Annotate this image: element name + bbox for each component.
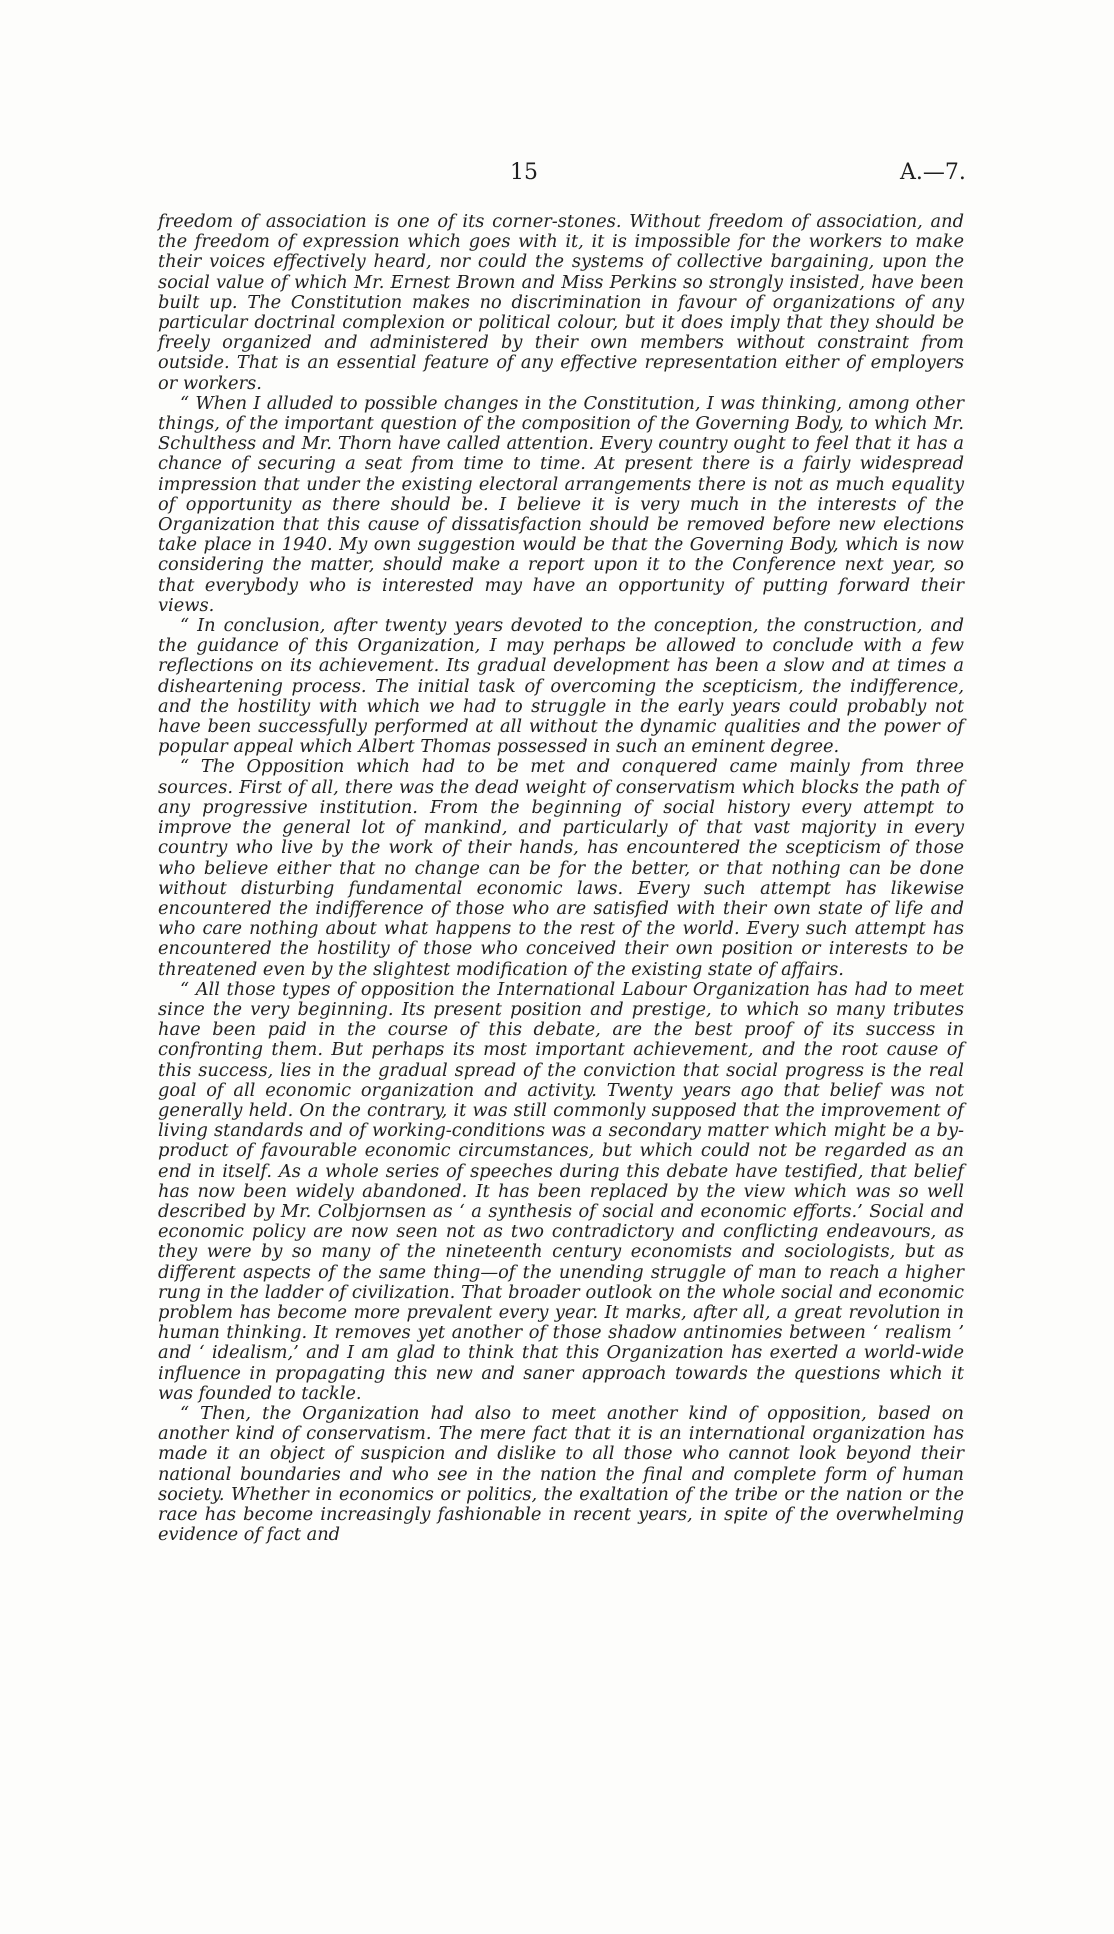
body-text (158, 212, 964, 1545)
paragraph-1: freedom of association is one of its corner-stones. Without freedom of association, and the freedom of expression which goes with it, it is impossible for the workers to make their voices effectively heard, nor could the systems of collective bargaining, upon the social value of which Mr. Ernest Brown and Miss Perkins so strongly insisted, have been built up. The Constitution makes no discrimination in favour of organizations of any particular doctrinal complexion or political colour, but it does imply that they should be freely organized and administered by their own members without constraint from outside. That is an essential feature of any effective representation either of employers or workers. (158, 211, 964, 394)
paragraph-6: “ Then, the Organization had also to meet another kind of opposition, based on another kind of conservatism. The mere fact that it is an international organization has made it an object of suspicion and dislike to all those who cannot look beyond their national boundaries and who see in the nation the final and complete form of human society. Whether in economics or politics, the exaltation of the tribe or the nation or the race has become increasingly fashionable in recent years, in spite of the overwhelming evidence of fact and (158, 1402, 964, 1546)
page-number: 15 (510, 160, 538, 185)
paragraph-3: “ In conclusion, after twenty years devoted to the conception, the construction, and the guidance of this Organization, I may perhaps be allowed to conclude with a few reflections on its achievement. Its gradual development has been a slow and at times a disheartening process. The initial task of overcoming the scepticism, the indifference, and the hostility with which we had to struggle in the early years could probably not have been successfully performed at all without the dynamic qualities and the power of popular appeal which Albert Thomas possessed in such an eminent degree. (158, 615, 964, 758)
paragraph-4: “ The Opposition which had to be met and conquered came mainly from three sources. First of all, there was the dead weight of conservatism which blocks the path of any progressive institution. From the beginning of social history every attempt to improve the general lot of mankind, and particularly of that vast majority in every country who live by the work of their hands, has encountered the scepticism of those who believe either that no change can be for the better, or that nothing can be done without disturbing fundamental economic laws. Every such attempt has likewise encountered the indifference of those who are satisfied with their own state of life and who care nothing about what happens to the rest of the world. Every such attempt has encountered the hostility of those who conceived their own position or interests to be threatened even by the slightest modification of the existing state of affairs. (158, 756, 964, 980)
paragraph-2: “ When I alluded to possible changes in the Constitution, I was thinking, among other things, of the important question of the composition of the Governing Body, to which Mr. Schulthess and Mr. Thorn have called attention. Every country ought to feel that it has a chance of securing a seat from time to time. At present there is a fairly widespread impression that under the existing electoral arrangements there is not as much equality of opportunity as there should be. I believe it is very much in the interests of the Organization that this cause of dissatisfaction should be removed before new elections take place in 1940. My own suggestion would be that the Governing Body, which is now considering the matter, should make a report upon it to the Conference next year, so that everybody who is interested may have an opportunity of putting forward their views. (158, 392, 964, 616)
paragraph-5: “ All those types of opposition the International Labour Organization has had to meet since the very beginning. Its present position and prestige, to which so many tributes have been paid in the course of this debate, are the best proof of its success in confronting them. But perhaps its most important achievement, and the root cause of this success, lies in the gradual spread of the conviction that social progress is the real goal of all economic organization and activity. Twenty years ago that belief was not generally held. On the contrary, it was still commonly supposed that the improvement of living standards and of working-conditions was a secondary matter which might be a by-product of favourable economic circumstances, but which could not be regarded as an end in itself. As a whole series of speeches during this debate have testified, that belief has now been widely abandoned. It has been replaced by the view which was so well described by Mr. Colbjornsen as ‘ a synthesis of social and economic efforts.’ Social and economic policy are now seen not as two contradictory and conflicting endeavours, as they were by so many of the nineteenth century economists and sociologists, but as different aspects of the same thing—of the unending struggle of man to reach a higher rung in the ladder of civilization. That broader outlook on the whole social and economic problem has become more prevalent every year. It marks, after all, a great revolution in human thinking. It removes yet another of those shadow antinomies between ‘ realism ’ and ‘ idealism,’ and I am glad to think that this Organization has exerted a world-wide influence in propagating this new and saner approach towards the questions which it was founded to tackle. (158, 978, 964, 1404)
document-reference: A.—7. (900, 160, 966, 185)
